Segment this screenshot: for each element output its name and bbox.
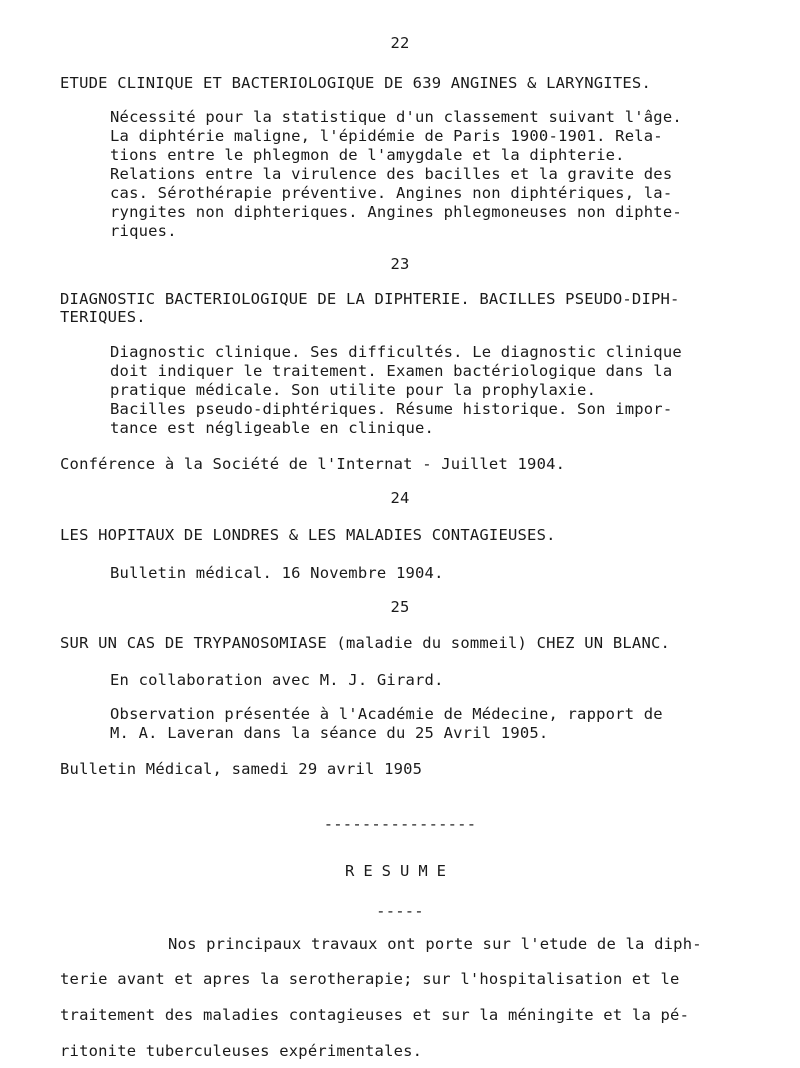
collaboration-note: En collaboration avec M. J. Girard. xyxy=(110,671,444,689)
section-number: 22 xyxy=(390,34,410,52)
resume-line: traitement des maladies contagieuses et sur la méningite et la pé- xyxy=(60,1006,690,1024)
section-number: 25 xyxy=(390,598,410,616)
separator: ---------------- xyxy=(323,815,477,833)
body-line: Nécessité pour la statistique d'un classement suivant l'âge. xyxy=(110,108,682,126)
resume-underline: ----- xyxy=(376,902,424,920)
body-line: doit indiquer le traitement. Examen bactériologique dans la xyxy=(110,362,673,380)
body-line: cas. Sérothérapie préventive. Angines non diphtériques, la- xyxy=(110,184,673,202)
body-line: Diagnostic clinique. Ses difficultés. Le diagnostic clinique xyxy=(110,343,682,361)
body-line: riques. xyxy=(110,222,177,240)
section-title: SUR UN CAS DE TRYPANOSOMIASE (maladie du sommeil) CHEZ UN BLANC. xyxy=(60,634,671,652)
section-title: DIAGNOSTIC BACTERIOLOGIQUE DE LA DIPHTERIE. BACILLES PSEUDO-DIPH- xyxy=(60,290,680,308)
body-line: Bacilles pseudo-diphtériques. Résume historique. Son impor- xyxy=(110,400,673,418)
body-line: pratique médicale. Son utilite pour la prophylaxie. xyxy=(110,381,597,399)
reference-note: Conférence à la Société de l'Internat - Juillet 1904. xyxy=(60,455,566,473)
resume-line: terie avant et apres la serotherapie; sur l'hospitalisation et le xyxy=(60,970,680,988)
body-line: Observation présentée à l'Académie de Médecine, rapport de xyxy=(110,705,663,723)
reference-note: Bulletin Médical, samedi 29 avril 1905 xyxy=(60,760,423,778)
body-line: La diphtérie maligne, l'épidémie de Paris 1900-1901. Rela- xyxy=(110,127,663,145)
section-number: 24 xyxy=(390,489,410,507)
section-title: LES HOPITAUX DE LONDRES & LES MALADIES CONTAGIEUSES. xyxy=(60,526,556,544)
body-line: ryngites non diphteriques. Angines phlegmoneuses non diphte- xyxy=(110,203,682,221)
section-number: 23 xyxy=(390,255,410,273)
section-title: ETUDE CLINIQUE ET BACTERIOLOGIQUE DE 639 ANGINES & LARYNGITES. xyxy=(60,74,651,92)
body-line: tions entre le phlegmon de l'amygdale et la diphterie. xyxy=(110,146,625,164)
body-line: tance est négligeable en clinique. xyxy=(110,419,435,437)
reference-note: Bulletin médical. 16 Novembre 1904. xyxy=(110,564,444,582)
resume-line: ritonite tuberculeuses expérimentales. xyxy=(60,1042,423,1060)
section-title: TERIQUES. xyxy=(60,308,146,326)
resume-heading: RESUME xyxy=(345,862,455,880)
resume-line: Nos principaux travaux ont porte sur l'etude de la diph- xyxy=(168,935,702,953)
body-line: M. A. Laveran dans la séance du 25 Avril 1905. xyxy=(110,724,549,742)
body-line: Relations entre la virulence des bacilles et la gravite des xyxy=(110,165,673,183)
